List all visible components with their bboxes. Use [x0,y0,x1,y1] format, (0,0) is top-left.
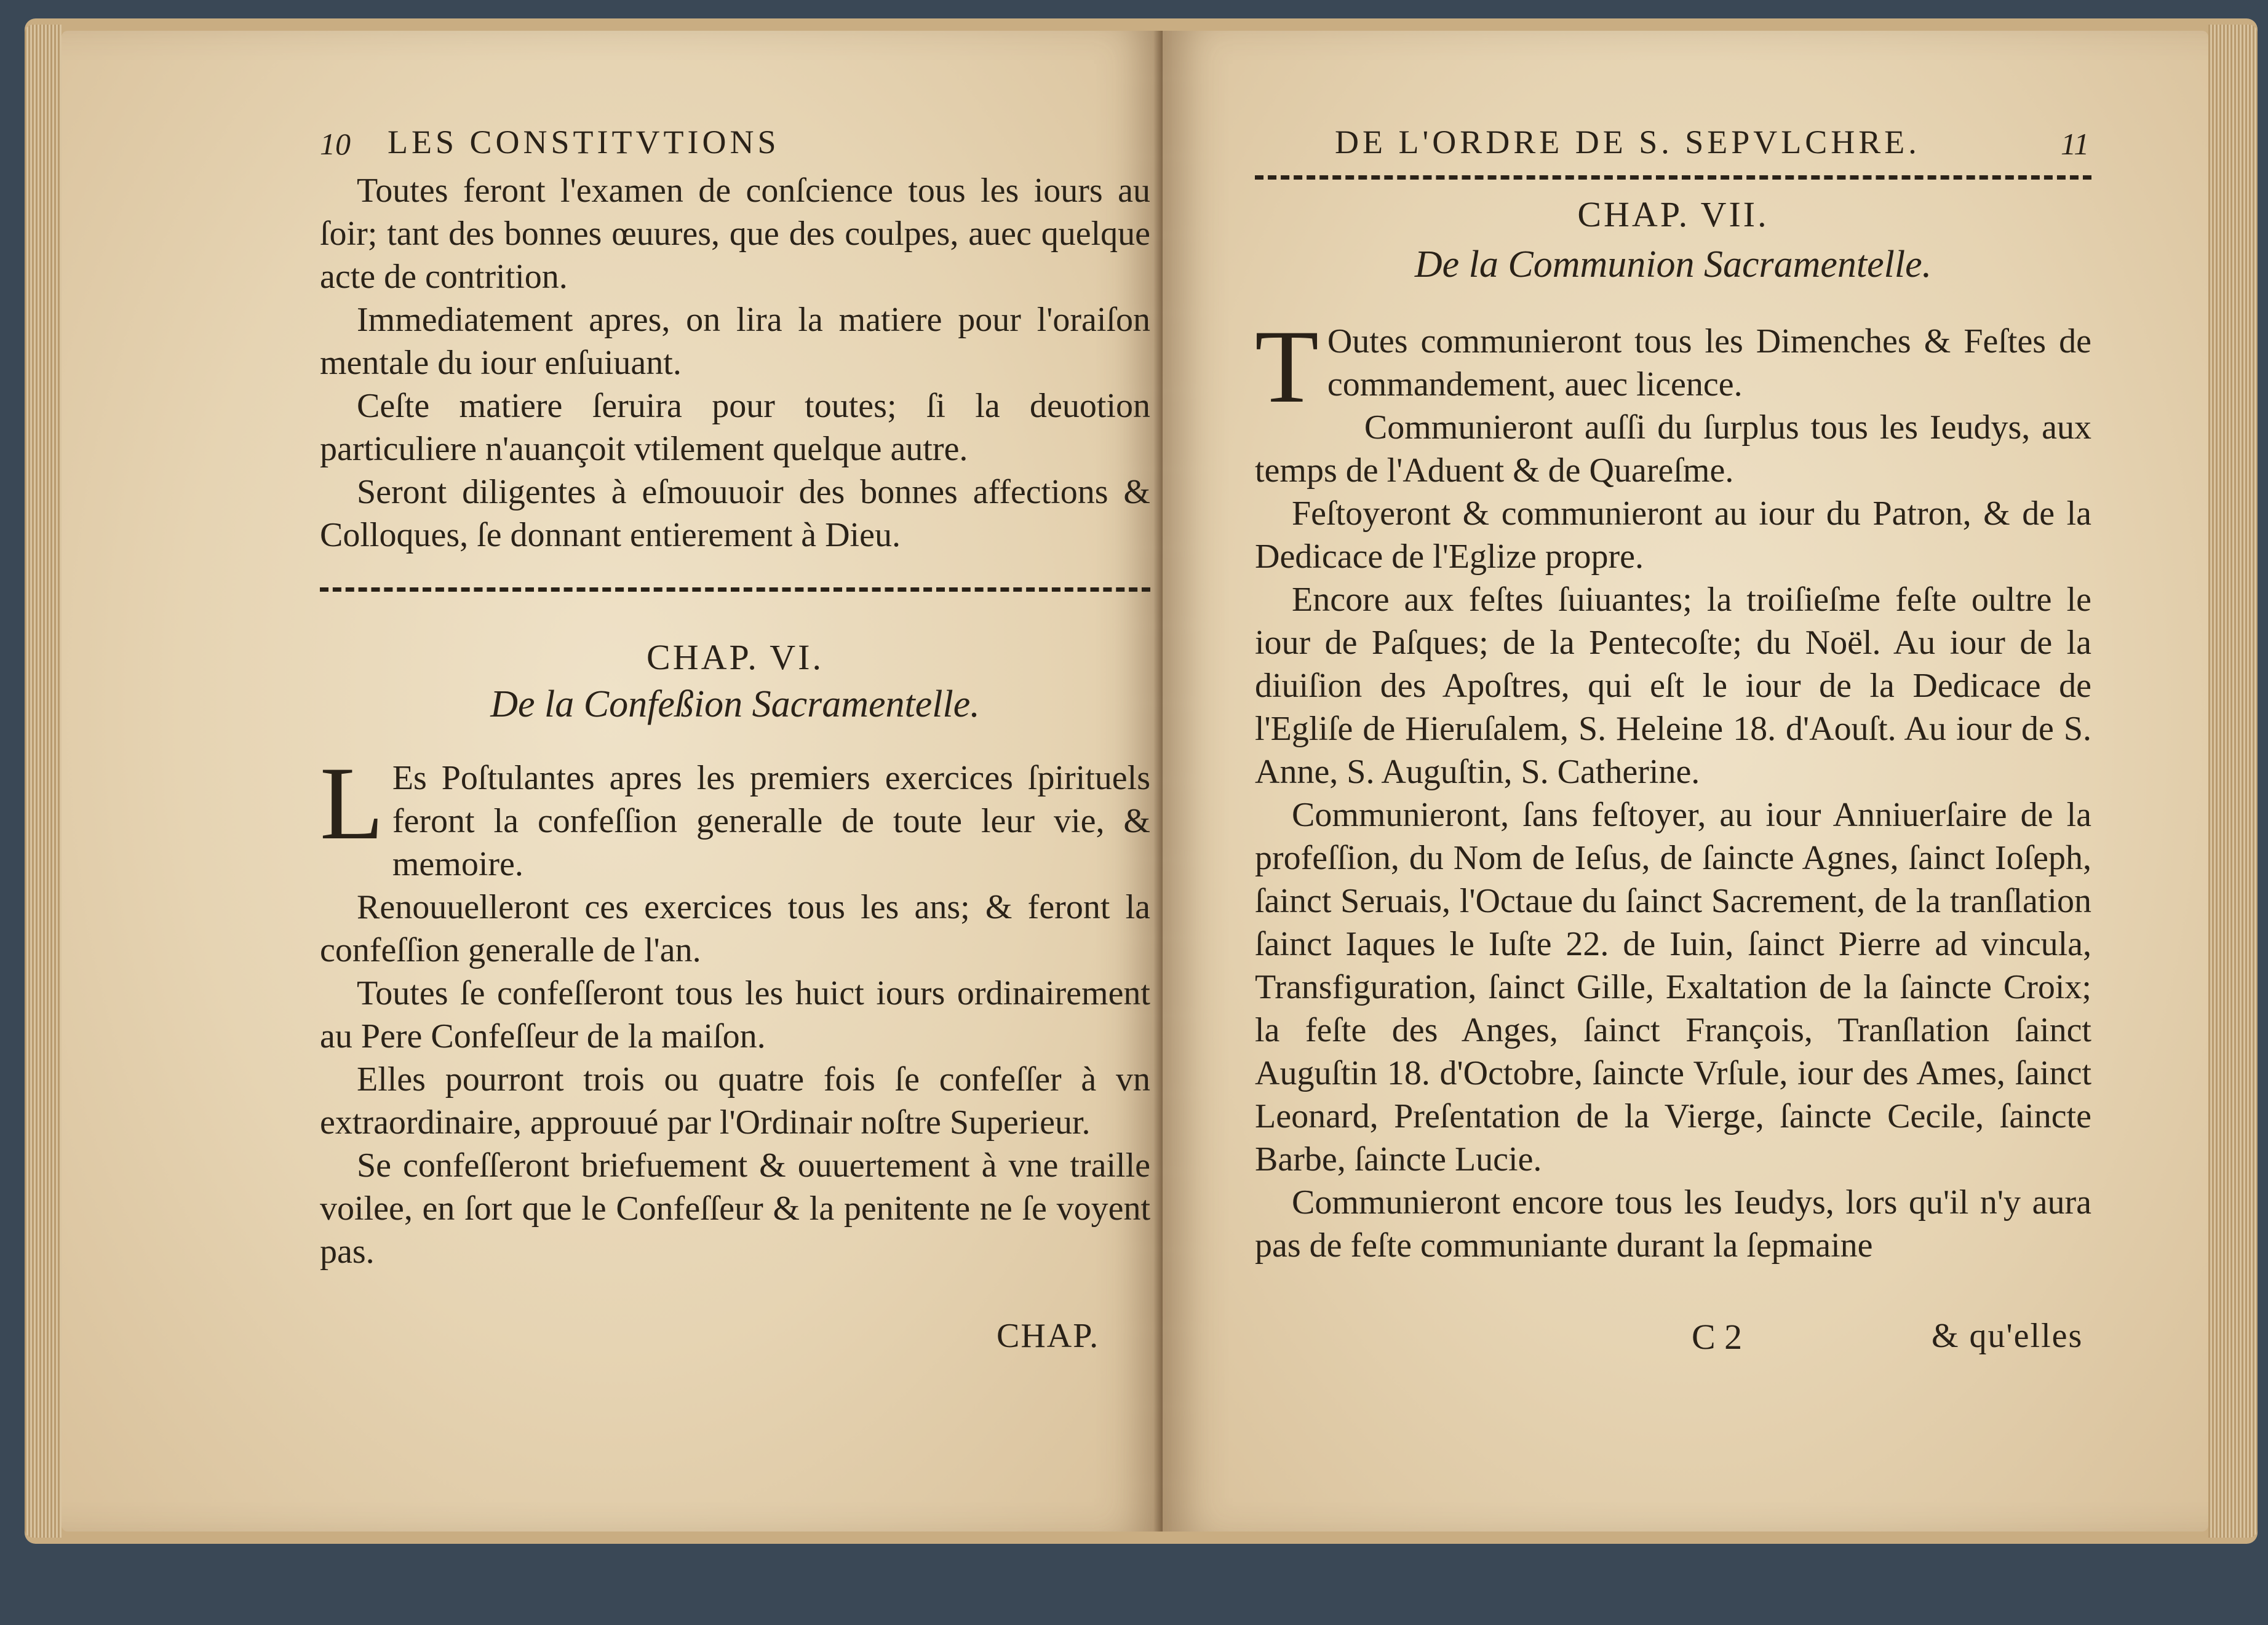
paragraph: Communieront encore tous les Ieudys, lors qu'il n'y aura pas de feſte communiante durant la ſepmaine [1255,1183,2091,1265]
left-page [62,31,1163,1532]
paragraph: Feſtoyeront & communieront au iour du Patron, & de la Dedicace de l'Eglize propre. [1255,495,2091,576]
first-paragraph-text: Es Poſtulantes apres les premiers exercices ſpirituels feront la confeſſion generalle de toute leur vie, & memoire. [392,759,1150,883]
header-rule [1255,175,2091,180]
paragraph: Toutes feront l'examen de conſcience tous les iours au ſoir; tant des bonnes œuures, que des coulpes, auec quelque acte de contrition. [320,172,1150,296]
drop-cap: L [320,745,384,861]
chapter-title: CHAP. VII. [1577,194,1769,234]
signature-mark: C 2 [1692,1317,1743,1357]
paragraph: Seront diligentes à eſmouuoir des bonnes affections & Colloques, ſe donnant entierement à Dieu. [320,473,1150,554]
paragraph: Communieront auſſi du ſurplus tous les Ieudys, aux temps de l'Aduent & de Quareſme. [1255,408,2091,490]
chapter-subtitle: De la Communion Sacramentelle. [1414,244,1932,285]
left-top-text [320,169,1150,557]
first-paragraph [320,745,1150,886]
first-paragraph-text: Outes communieront tous les Dimenches & Feſtes de commandement, auec licence. [1327,322,2091,403]
open-book [25,18,2258,1544]
chapter-title: CHAP. VI. [647,637,824,677]
left-running-head: LES CONSTITVTIONS [388,124,780,161]
paragraph: Renouuelleront ces exercices tous les ans; & feront la confeſſion generalle de l'an. [320,888,1150,969]
drop-cap: T [1255,309,1319,424]
first-paragraph [1255,309,2091,424]
paragraph: Elles pourront trois ou quatre fois ſe confeſſer à vn extraordinaire, approuué par l'Ordinair noſtre Superieur. [320,1060,1150,1142]
paragraph: Ceſte matiere ſeruira pour toutes; ſi la deuotion particuliere n'auançoit vtilement quelque autre. [320,387,1150,468]
right-fore-edge [2208,25,2258,1538]
right-running-head: DE L'ORDRE DE S. SEPVLCHRE. [1335,124,1920,161]
right-page [1163,31,2208,1532]
paragraph: Immediatement apres, on lira la matiere pour l'oraiſon mentale du iour enſuiuant. [320,301,1150,382]
paragraph: Toutes ſe confeſſeront tous les huict iours ordinairement au Pere Confeſſeur de la maiſon. [320,974,1150,1055]
paragraph: Se confeſſeront briefuement & ouuertement à vne traille voilee, en ſort que le Confeſſeur & la penitente ne ſe voyent pas. [320,1146,1150,1271]
left-fore-edge [25,25,62,1538]
left-bottom-text [320,745,1150,1273]
paragraph: Encore aux feſtes ſuiuantes; la troiſieſme feſte oultre le iour de Paſques; de la Pentecoſte; du Noël. Au iour de la diuiſion des Apoſtres, qui eſt le iour de la Dedicace de l'Egliſe de Hieruſalem, S. Heleine 18. d'Aouſt. Au iour de S. Anne, S. Auguſtin, S. Catherine. [1255,581,2091,791]
chapter-subtitle: De la Confeßion Sacramentelle. [490,683,980,725]
right-catchword: & qu'elles [1932,1317,2083,1355]
left-catchword: CHAP. [997,1317,1100,1355]
right-body-text [1255,309,2091,1267]
section-rule [320,587,1150,592]
paragraph: Communieront, ſans feſtoyer, au iour Anniuerſaire de la profeſſion, du Nom de Ieſus, de ſaincte Agnes, ſainct Ioſeph, ſainct Seruais, l'Octaue du ſainct Sacrement, de la tranſlation ſainct Iaques le Iuſte 22. de Iuin, ſainct Pierre ad vincula, Transfiguration, ſainct Gille, Exaltation de la ſaincte Croix; la feſte des Anges, ſainct François, Tranſlation ſainct Auguſtin 18. d'Octobre, ſaincte Vrſule, iour des Ames, ſainct Leonard, Preſentation de la Vierge, ſaincte Cecile, ſaincte Barbe, ſaincte Lucie. [1255,796,2091,1178]
right-page-number: 11 [2061,127,2090,161]
left-page-number: 10 [320,127,351,161]
